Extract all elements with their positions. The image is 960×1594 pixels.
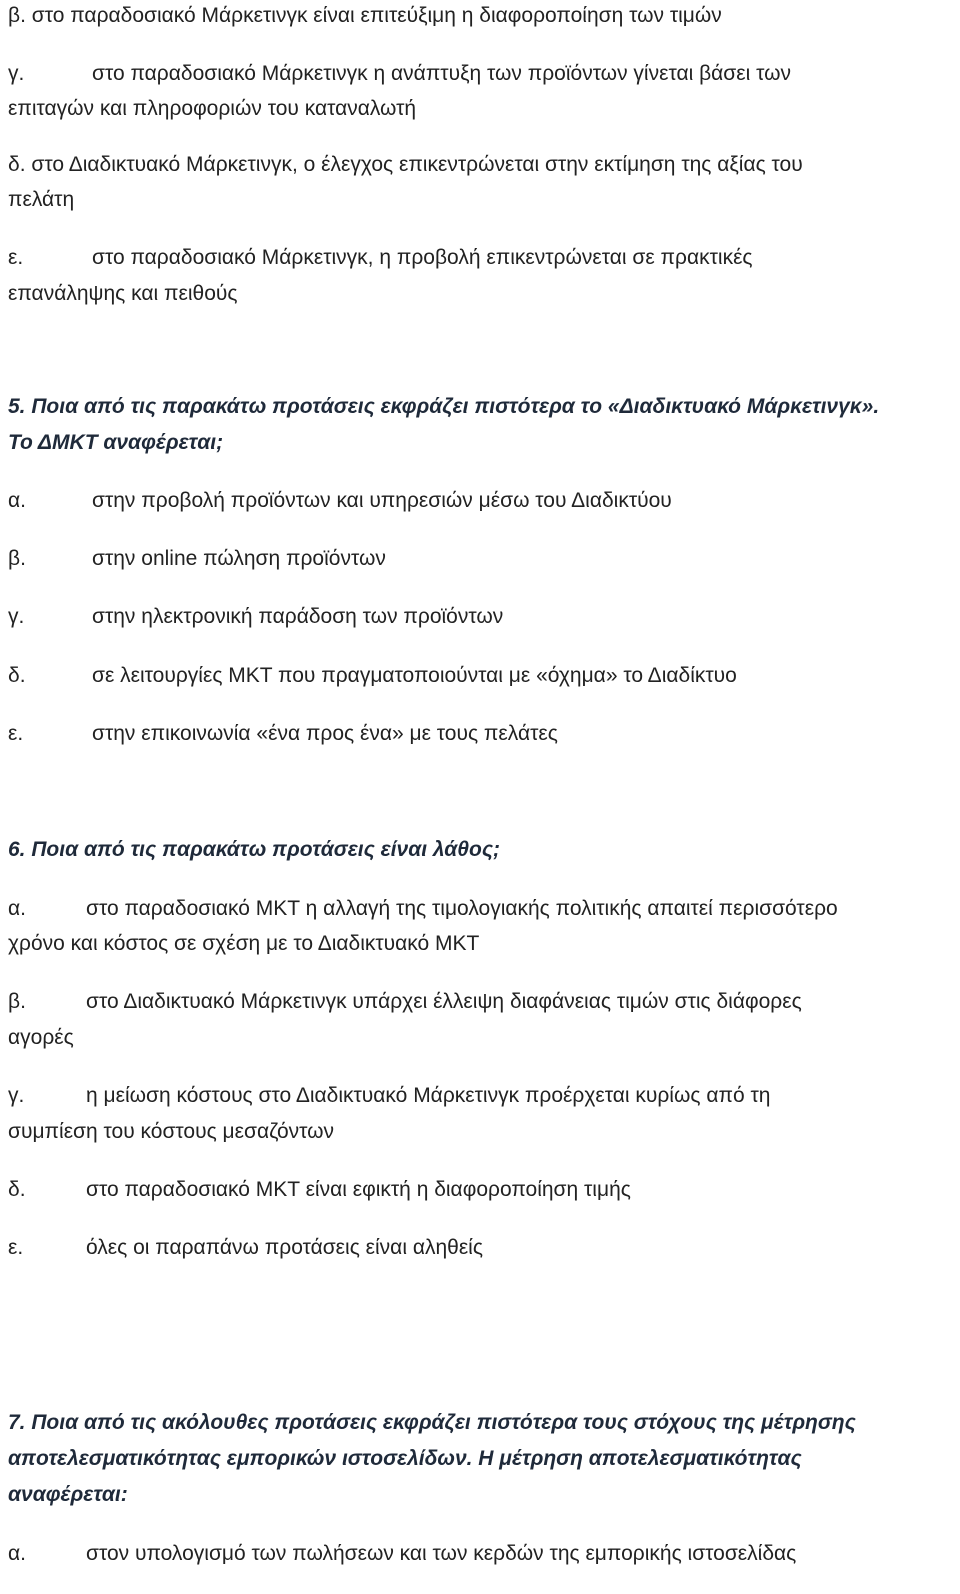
q6-option-b <box>8 988 948 1016</box>
option-text: στο παραδοσιακό Μάρκετινγκ είναι επιτεύξιμη η διαφοροποίηση των τιμών <box>31 4 722 27</box>
prev-option-delta <box>8 151 948 179</box>
prev-option-gamma <box>8 60 948 88</box>
q5-option-d <box>8 662 948 690</box>
option-text: στην προβολή προϊόντων και υπηρεσιών μέσω του Διαδικτύου <box>92 489 672 512</box>
option-text: στο παραδοσιακό ΜΚΤ η αλλαγή της τιμολογιακής πολιτικής απαιτεί περισσότερο <box>86 897 838 920</box>
q6-option-c-cont: συμπίεση του κόστους μεσαζόντων <box>8 1120 335 1143</box>
q6-option-a-cont: χρόνο και κόστος σε σχέση με το Διαδικτυακό ΜΚΤ <box>8 932 480 955</box>
option-text: στο Διαδικτυακό Μάρκετινγκ, ο έλεγχος επικεντρώνεται στην εκτίμηση της αξίας του <box>31 153 803 176</box>
option-text: στο παραδοσιακό ΜΚΤ είναι εφικτή η διαφοροποίηση τιμής <box>86 1178 631 1201</box>
option-text: στο παραδοσιακό Μάρκετινγκ η ανάπτυξη των προϊόντων γίνεται βάσει των <box>92 62 792 85</box>
q7-title-cont-1: αποτελεσματικότητας εμπορικών ιστοσελίδων. Η μέτρηση αποτελεσματικότητας <box>8 1447 802 1470</box>
prev-option-gamma-cont: επιταγών και πληροφοριών του καταναλωτή <box>8 97 417 120</box>
option-text: στην online πώληση προϊόντων <box>92 547 386 570</box>
option-label: ε. <box>8 1236 24 1259</box>
q7-title-cont-2: αναφέρεται: <box>8 1483 128 1506</box>
option-text: στον υπολογισμό των πωλήσεων και των κερδών της εμπορικής ιστοσελίδας <box>86 1542 797 1565</box>
q7-title: 7. Ποια από τις ακόλουθες προτάσεις εκφράζει πιστότερα τους στόχους της μέτρησης <box>8 1411 856 1434</box>
q5-title-cont: Το ΔΜΚΤ αναφέρεται; <box>8 431 224 454</box>
option-text: στο Διαδικτυακό Μάρκετινγκ υπάρχει έλλειψη διαφάνειας τιμών στις διάφορες <box>86 990 802 1013</box>
option-label: β. <box>8 4 26 27</box>
q6-option-a <box>8 895 948 923</box>
option-text: σε λειτουργίες ΜΚΤ που πραγματοποιούνται με «όχημα» το Διαδίκτυο <box>92 664 737 687</box>
option-label: ε. <box>8 246 24 269</box>
option-label: α. <box>8 897 26 920</box>
option-text: η μείωση κόστους στο Διαδικτυακό Μάρκετινγκ προέρχεται κυρίως από τη <box>86 1084 771 1107</box>
option-text: στο παραδοσιακό Μάρκετινγκ, η προβολή επικεντρώνεται σε πρακτικές <box>92 246 753 269</box>
option-label: γ. <box>8 605 25 628</box>
q5-title: 5. Ποια από τις παρακάτω προτάσεις εκφράζει πιστότερα το «Διαδικτυακό Μάρκετινγκ». <box>8 395 880 418</box>
option-text: όλες οι παραπάνω προτάσεις είναι αληθείς <box>86 1236 483 1259</box>
prev-option-epsilon-cont: επανάληψης και πειθούς <box>8 282 238 305</box>
q5-option-e <box>8 720 948 748</box>
prev-option-beta <box>8 2 948 30</box>
option-label: γ. <box>8 1084 25 1107</box>
q5-option-c <box>8 603 948 631</box>
q5-option-a <box>8 487 948 515</box>
option-label: δ. <box>8 664 26 687</box>
option-label: δ. <box>8 1178 26 1201</box>
q5-option-b <box>8 545 948 573</box>
q6-title: 6. Ποια από τις παρακάτω προτάσεις είναι λάθος; <box>8 838 500 861</box>
q6-option-c <box>8 1082 948 1110</box>
option-label: γ. <box>8 62 25 85</box>
option-text: στην ηλεκτρονική παράδοση των προϊόντων <box>92 605 504 628</box>
option-label: ε. <box>8 722 24 745</box>
prev-option-delta-cont: πελάτη <box>8 188 75 211</box>
q7-option-a <box>8 1540 948 1568</box>
q6-option-b-cont: αγορές <box>8 1026 74 1049</box>
prev-option-epsilon <box>8 244 948 272</box>
option-label: β. <box>8 547 26 570</box>
q6-option-e <box>8 1234 948 1262</box>
option-label: α. <box>8 1542 26 1565</box>
option-text: στην επικοινωνία «ένα προς ένα» με τους πελάτες <box>92 722 558 745</box>
q6-option-d <box>8 1176 948 1204</box>
option-label: β. <box>8 990 26 1013</box>
option-label: α. <box>8 489 26 512</box>
option-label: δ. <box>8 153 26 176</box>
